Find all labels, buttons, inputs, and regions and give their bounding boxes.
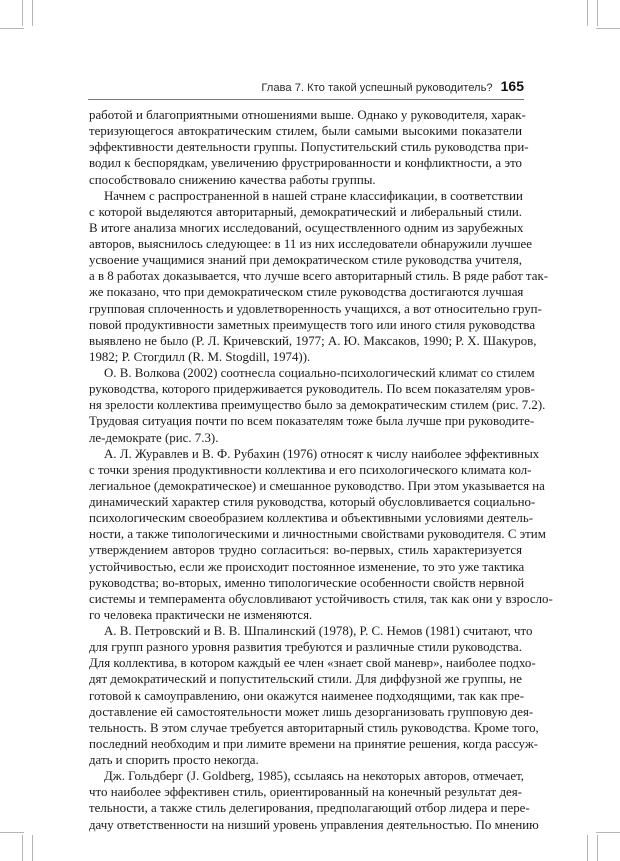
text-line: руководства, которого придерживается руководитель. По всем показателям уров- — [89, 382, 535, 397]
text-line: В итоге анализа многих исследований, осуществленного одним из зарубежных — [89, 220, 524, 235]
text-line: Дж. Гольдберг (J. Goldberg, 1985), ссылаясь на некоторых авторов, отмечает, — [104, 769, 524, 784]
text-line: ности, а также типологическими и личностными свойствами руководителя. С этим — [89, 527, 546, 542]
running-head: Глава 7. Кто такой успешный руководитель? — [261, 82, 493, 94]
text-line: ня зрелости коллектива преимущество было за демократическим стилем (рис. 7.2). — [89, 398, 546, 413]
crop-mark — [32, 0, 33, 26]
crop-mark — [596, 28, 620, 29]
text-line: тельности, а также стиль делегирования, предполагающий отбор лидера и пере- — [89, 801, 530, 816]
text-line: А. В. Петровский и В. В. Шпалинский (1978), Р. С. Немов (1981) считают, что — [104, 624, 533, 638]
text-line: способствовало снижению качества работы группы. — [89, 172, 376, 187]
text-line: работой и благоприятными отношениями выше. Однако у руководителя, харак- — [89, 108, 526, 122]
crop-mark — [587, 0, 588, 26]
crop-mark — [22, 0, 23, 26]
text-line: ле-демократе (рис. 7.3). — [89, 430, 219, 445]
text-line: что наиболее эффективен стиль, ориентированный на конечный результат дея- — [89, 785, 522, 800]
page-header — [261, 78, 524, 98]
text-line: устойчивостью, если же происходит постоянное изменение, то это уже тактика — [89, 559, 525, 574]
text-line: О. В. Волкова (2002) соотнесла социально-психологический климат со стилем — [104, 366, 535, 380]
text-line: Начнем с распространенной в нашей стране классификации, в соответствии — [104, 188, 523, 203]
text-line: 1982; Р. Стогдилл (R. M. Stogdill, 1974)). — [89, 349, 311, 364]
text-line: дать и спорить просто некогда. — [89, 753, 259, 767]
text-line: эффективности деятельности группы. Попустительский стиль руководства при- — [89, 140, 529, 155]
paragraph — [89, 107, 529, 188]
text-line: го человека практически не изменяются. — [89, 607, 313, 622]
text-line: а в 8 работах доказывается, что лучше всего авторитарный стиль. В ряде работ так- — [89, 269, 548, 284]
text-line: Трудовая ситуация почти по всем показателям тоже была лучше при руководите- — [89, 414, 535, 429]
text-line: групповая сплоченность и удовлетворенность учащихся, а вот относительно груп- — [89, 301, 542, 316]
text-line: выявлено не было (Р. Л. Кричевский, 1977; А. Ю. Максаков, 1990; Р. Х. Шакуров, — [89, 333, 537, 348]
crop-mark — [22, 835, 23, 861]
text-line: утверждением авторов трудно согласиться: во-первых, стиль характеризуется — [89, 543, 522, 558]
text-line: психологическим своеобразием коллектива и объективными условиями деятель- — [89, 511, 534, 526]
crop-mark — [32, 835, 33, 861]
paragraph — [89, 188, 548, 365]
body-text — [89, 107, 553, 833]
text-line: авторов, выяснилось следующее: в 11 из них исследователи обнаружили лучшее — [89, 237, 532, 251]
text-line: А. Л. Журавлев и В. Ф. Рубахин (1976) относят к числу наиболее эффективных — [104, 446, 540, 461]
text-line: тельность. В этом случае требуется авторитарный стиль руководства. Кроме того, — [89, 720, 539, 735]
crop-mark — [597, 0, 598, 26]
text-line: дачу ответственности на низший уровень управления деятельностью. По мнению — [89, 817, 539, 832]
paragraph — [89, 768, 539, 833]
paragraph — [89, 623, 539, 768]
page-number: 165 — [500, 78, 524, 94]
text-line: доставление ей самостоятельности может лишь дезорганизовать групповую дея- — [89, 704, 534, 719]
paragraph — [89, 446, 553, 623]
text-line: системы и темперамента обусловливают устойчивость стиля, так как они у взросло- — [89, 591, 553, 606]
text-line: повой продуктивности заметных преимуществ того или иного стиля руководства — [89, 317, 536, 332]
crop-mark — [0, 832, 24, 833]
crop-mark — [596, 832, 620, 833]
text-line: же показано, что при демократическом стиле руководства достигаются лучшая — [89, 285, 524, 300]
text-line: дят демократический и попустительский стили. Для диффузной же группы, не — [89, 672, 522, 687]
text-line: готовой к самоуправлению, они окажутся наименее подходящими, так как пре- — [89, 688, 525, 703]
crop-mark — [0, 28, 24, 29]
text-line: Для коллектива, в котором каждый ее член «знает свой маневр», наиболее подхо- — [89, 656, 536, 671]
paragraph — [89, 365, 546, 446]
header-rule — [88, 99, 524, 100]
text-line: для групп разного уровня развития требуются и различные стили руководства. — [89, 640, 522, 655]
text-line: с точки зрения продуктивности коллектива и его психологического климата кол- — [89, 462, 532, 477]
text-line: с которой выделяются авторитарный, демократический и либеральный стили. — [89, 204, 522, 219]
text-line: руководства; во-вторых, именно типологические особенности свойств нервной — [89, 575, 525, 590]
crop-mark — [587, 835, 588, 861]
text-line: легиальное (демократическое) и смешанное руководство. При этом указывается на — [89, 478, 545, 493]
text-line: водил к беспорядкам, увеличению фрустрированности и конфликтности, а это — [89, 156, 522, 171]
text-line: последний необходим и при лимите времени на принятие решения, когда рассуж- — [89, 736, 539, 751]
crop-mark — [597, 835, 598, 861]
text-line: динамический характер стиля руководства, который обусловливается социально- — [89, 495, 536, 509]
text-line: усвоение учащимися знаний при демократическом стиле руководства учителя, — [89, 253, 522, 268]
text-line: теризующегося автократическим стилем, были самыми высокими показатели — [89, 124, 522, 139]
